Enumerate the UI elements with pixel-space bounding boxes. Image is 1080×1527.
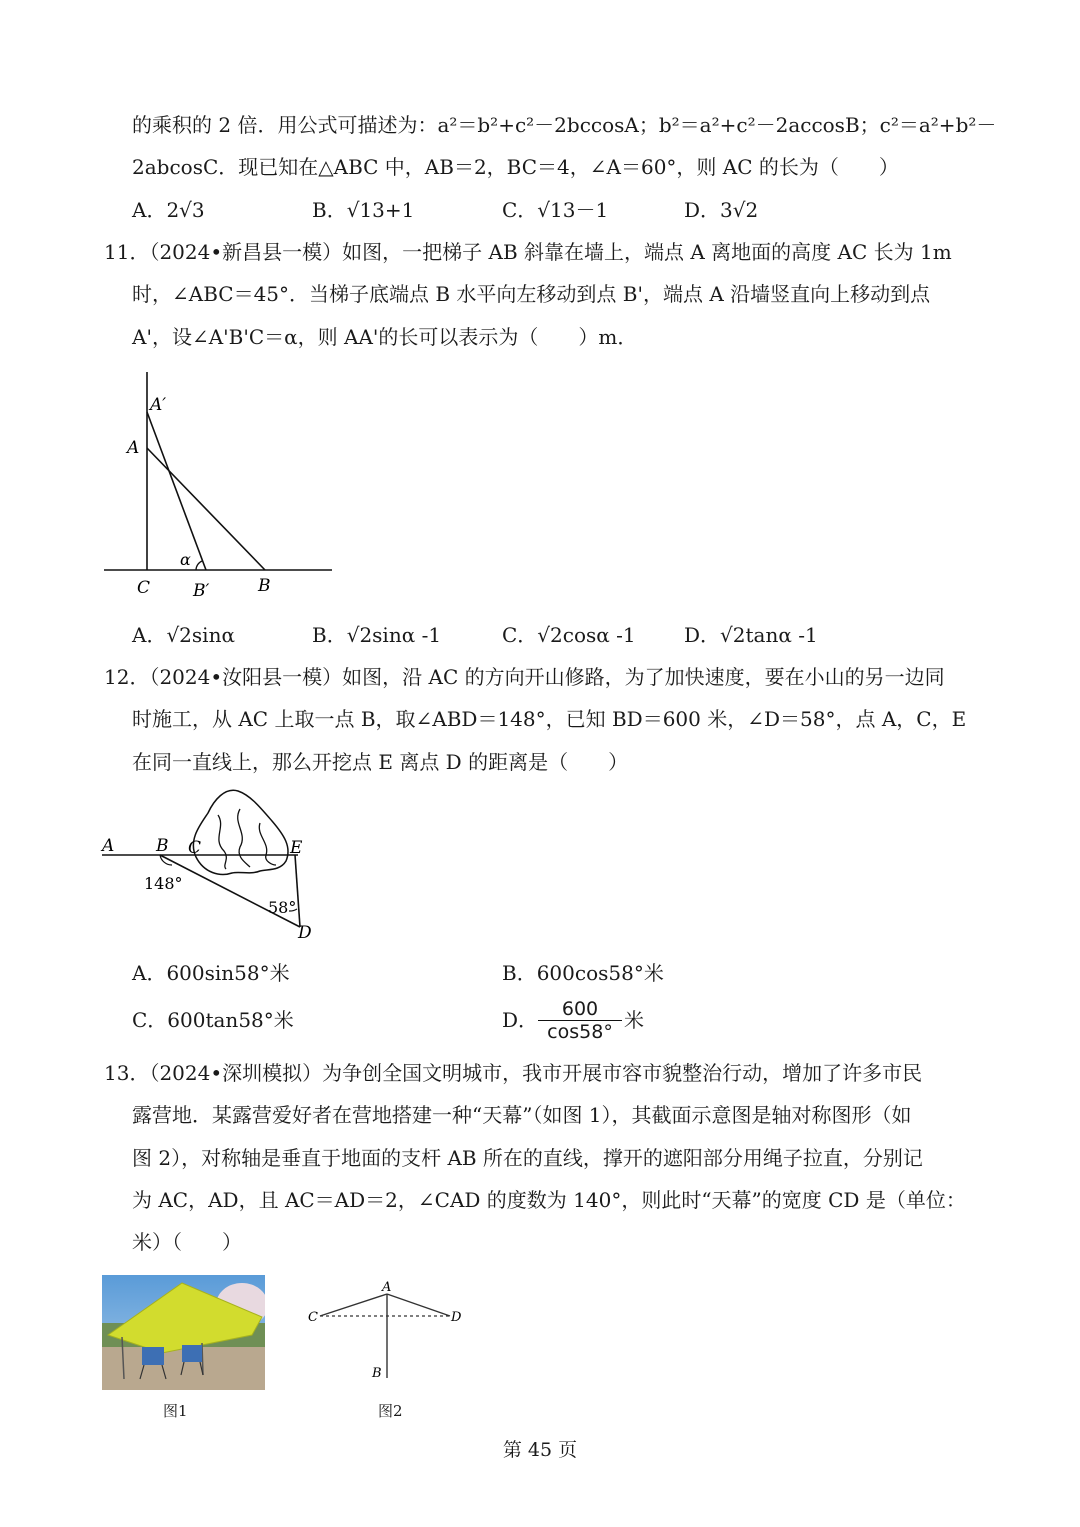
label-alpha: α xyxy=(180,550,191,569)
q10-option-c: C．√13－1 xyxy=(502,198,609,222)
q12-option-a: A．600sin58°米 xyxy=(132,961,290,985)
q12-text-line-2: 时施工，从 AC 上取一点 B，取∠ABD＝148°，已知 BD＝600 米，∠D＝58°，点 A，C，E xyxy=(132,707,967,731)
q11-text-line-3: A'，设∠A'B'C＝α，则 AA'的长可以表示为（ ）m． xyxy=(132,325,638,349)
label-d: D xyxy=(451,1310,462,1325)
q13-text-line-3: 图 2），对称轴是垂直于地面的支杆 AB 所在的直线，撑开的遮阳部分用绳子拉直，分别记 xyxy=(132,1146,923,1170)
label-b-prime: B′ xyxy=(193,581,210,601)
q10-option-a: A．2√3 xyxy=(132,198,205,222)
label-c: C xyxy=(188,838,202,858)
figure-2-caption: 图2 xyxy=(378,1402,403,1420)
label-c: C xyxy=(137,578,151,598)
label-148: 148° xyxy=(144,874,183,893)
label-c: C xyxy=(308,1310,318,1325)
q12-option-d-label: D． xyxy=(502,1008,539,1032)
label-a: A xyxy=(102,836,115,856)
q12-option-c: C．600tan58°米 xyxy=(132,1008,294,1032)
label-e: E xyxy=(290,838,303,858)
q10-option-b: B．√13+1 xyxy=(312,198,415,222)
label-58: 58° xyxy=(268,898,297,917)
page-number: 第 45 页 xyxy=(502,1439,578,1461)
label-a-prime: A′ xyxy=(150,395,167,415)
q10-text-line-2: 2abcosC．现已知在△ABC 中，AB＝2，BC＝4，∠A＝60°，则 AC 的长为（ ） xyxy=(132,155,899,179)
label-b: B xyxy=(156,836,169,856)
fraction-numerator: 600 xyxy=(561,998,599,1020)
q12-text-line-3: 在同一直线上，那么开挖点 E 离点 D 的距离是（ ） xyxy=(132,750,629,774)
label-b: B xyxy=(372,1366,382,1381)
q11-ladder-diagram xyxy=(100,365,340,605)
figure-1-caption: 图1 xyxy=(163,1402,188,1420)
q12-option-d-fraction xyxy=(538,998,622,1043)
canopy-photo xyxy=(102,1275,265,1390)
q10-option-d: D．3√2 xyxy=(684,198,759,222)
q12-mountain-diagram xyxy=(100,785,325,945)
label-d: D xyxy=(298,923,312,943)
q11-option-c: C．√2cosα -1 xyxy=(502,623,636,647)
q11-text-line-1: 11．（2024•新昌县一模）如图，一把梯子 AB 斜靠在墙上，端点 A 离地面的高度 AC 长为 1m xyxy=(104,240,952,264)
q13-text-line-4: 为 AC，AD，且 AC＝AD＝2，∠CAD 的度数为 140°，则此时“天幕”的宽度 CD 是（单位： xyxy=(132,1188,966,1212)
q13-text-line-5: 米）（ ） xyxy=(132,1230,242,1254)
q12-option-b: B．600cos58°米 xyxy=(502,961,664,985)
q12-option-d-unit: 米 xyxy=(624,1008,644,1032)
q12-text-line-1: 12．（2024•汝阳县一模）如图，沿 AC 的方向开山修路，为了加快速度，要在小山的另一边同 xyxy=(104,665,945,689)
q11-option-b: B．√2sinα -1 xyxy=(312,623,442,647)
q13-text-line-1: 13．（2024•深圳模拟）为争创全国文明城市，我市开展市容市貌整治行动，增加了许多市民 xyxy=(104,1061,923,1085)
fraction-denominator: cos58° xyxy=(538,1020,622,1043)
q13-canopy-diagram xyxy=(300,1278,470,1386)
label-a: A xyxy=(127,438,140,458)
q11-option-a: A．√2sinα xyxy=(132,623,235,647)
label-b: B xyxy=(258,576,271,596)
canopy-photo-illustration xyxy=(102,1275,265,1390)
q10-text-line-1: 的乘积的 2 倍．用公式可描述为：a²＝b²+c²－2bccosA；b²＝a²+c²－2accosB；c²＝a²+b²－ xyxy=(132,113,997,137)
q11-text-line-2: 时，∠ABC＝45°．当梯子底端点 B 水平向左移动到点 B'，端点 A 沿墙竖直向上移动到点 xyxy=(132,282,931,306)
canopy-cross-section xyxy=(300,1278,470,1386)
q13-text-line-2: 露营地．某露营爱好者在营地搭建一种“天幕”（如图 1），其截面示意图是轴对称图形（如 xyxy=(132,1103,912,1127)
ladder-figure xyxy=(100,365,340,605)
mountain-figure xyxy=(100,785,325,945)
label-a: A xyxy=(382,1280,392,1295)
q11-option-d: D．√2tanα -1 xyxy=(684,623,818,647)
